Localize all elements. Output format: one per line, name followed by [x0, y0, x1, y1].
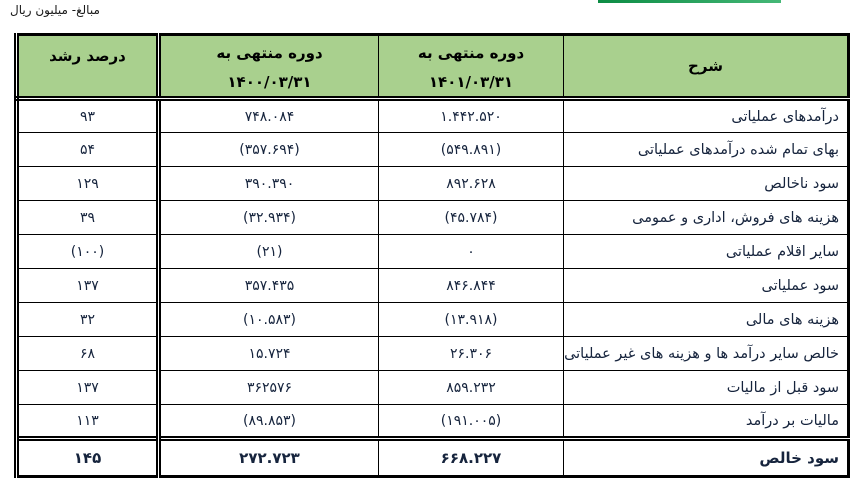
- income-statement-table: [14, 33, 850, 478]
- table-row: [17, 201, 849, 235]
- value-1400-cell: ۱۵.۷۲۴: [159, 337, 379, 371]
- header-period-previous: [159, 35, 379, 99]
- value-1401-cell: ۶۶۸.۲۲۷: [379, 439, 564, 477]
- table-row: [17, 269, 849, 303]
- growth-percent-cell: ۳۹: [17, 201, 159, 235]
- description-cell: سایر اقلام عملیاتی: [564, 235, 849, 269]
- header-growth-percent: [17, 35, 159, 99]
- growth-percent-cell: ۱۳۷: [17, 269, 159, 303]
- growth-percent-cell: ۵۴: [17, 133, 159, 167]
- value-1400-cell: (۲۱): [159, 235, 379, 269]
- table-row: [17, 99, 849, 133]
- header-growth-label: درصد رشد: [49, 47, 126, 65]
- value-1400-cell: ۷۴۸.۰۸۴: [159, 99, 379, 133]
- value-1401-cell: (۵۴۹.۸۹۱): [379, 133, 564, 167]
- growth-percent-cell: ۹۳: [17, 99, 159, 133]
- value-1401-cell: (۴۵.۷۸۴): [379, 201, 564, 235]
- units-label: مبالغ- میلیون ریال: [10, 3, 100, 17]
- header-period-previous-line1: دوره منتهی به: [216, 43, 323, 62]
- value-1400-cell: (۳۵۷.۶۹۴): [159, 133, 379, 167]
- header-period-current-date: ۱۴۰۱/۰۳/۳۱: [428, 72, 514, 91]
- value-1400-cell: (۳۲.۹۳۴): [159, 201, 379, 235]
- table-body: [17, 99, 849, 477]
- header-row: [17, 35, 849, 99]
- growth-percent-cell: ۱۳۷: [17, 371, 159, 405]
- value-1401-cell: (۱۳.۹۱۸): [379, 303, 564, 337]
- header-period-previous-date: ۱۴۰۰/۰۳/۳۱: [227, 72, 312, 91]
- growth-percent-cell: (۱۰۰): [17, 235, 159, 269]
- description-cell: درآمدهای عملیاتی: [564, 99, 849, 133]
- value-1401-cell: ۲۶.۳۰۶: [379, 337, 564, 371]
- value-1400-cell: ۳۹۰.۳۹۰: [159, 167, 379, 201]
- description-cell: مالیات بر درآمد: [564, 405, 849, 439]
- value-1401-cell: ۸۴۶.۸۴۴: [379, 269, 564, 303]
- growth-percent-cell: ۳۲: [17, 303, 159, 337]
- description-cell: خالص سایر درآمد ها و هزینه های غیر عملیاتی: [564, 337, 849, 371]
- value-1401-cell: (۱۹۱.۰۰۵): [379, 405, 564, 439]
- value-1400-cell: (۸۹.۸۵۳): [159, 405, 379, 439]
- value-1401-cell: ۱.۴۴۲.۵۲۰: [379, 99, 564, 133]
- header-period-current-line1: دوره منتهی به: [417, 43, 525, 62]
- table-row: [17, 235, 849, 269]
- description-cell: سود خالص: [564, 439, 849, 477]
- description-cell: هزینه های فروش، اداری و عمومی: [564, 201, 849, 235]
- table-row: [17, 133, 849, 167]
- value-1400-cell: ۳۶۲۵۷۶: [159, 371, 379, 405]
- description-cell: هزینه های مالی: [564, 303, 849, 337]
- table-row: [17, 405, 849, 439]
- description-cell: سود عملیاتی: [564, 269, 849, 303]
- table-row: [17, 167, 849, 201]
- growth-percent-cell: ۱۴۵: [17, 439, 159, 477]
- table-row: [17, 371, 849, 405]
- value-1401-cell: ۸۵۹.۲۳۲: [379, 371, 564, 405]
- value-1400-cell: ۳۵۷.۴۳۵: [159, 269, 379, 303]
- value-1400-cell: ۲۷۲.۷۲۳: [159, 439, 379, 477]
- value-1401-cell: ۰: [379, 235, 564, 269]
- table-row-total: [17, 439, 849, 477]
- growth-percent-cell: ۱۱۳: [17, 405, 159, 439]
- growth-percent-cell: ۱۲۹: [17, 167, 159, 201]
- description-cell: سود قبل از مالیات: [564, 371, 849, 405]
- accent-line-decoration: [598, 0, 781, 3]
- table-row: [17, 337, 849, 371]
- header-period-current: [379, 35, 564, 99]
- header-description: [564, 35, 849, 99]
- description-cell: بهای تمام شده درآمدهای عملیاتی: [564, 133, 849, 167]
- description-cell: سود ناخالص: [564, 167, 849, 201]
- value-1400-cell: (۱۰.۵۸۳): [159, 303, 379, 337]
- growth-percent-cell: ۶۸: [17, 337, 159, 371]
- value-1401-cell: ۸۹۲.۶۲۸: [379, 167, 564, 201]
- header-description-label: شرح: [688, 57, 723, 75]
- table-row: [17, 303, 849, 337]
